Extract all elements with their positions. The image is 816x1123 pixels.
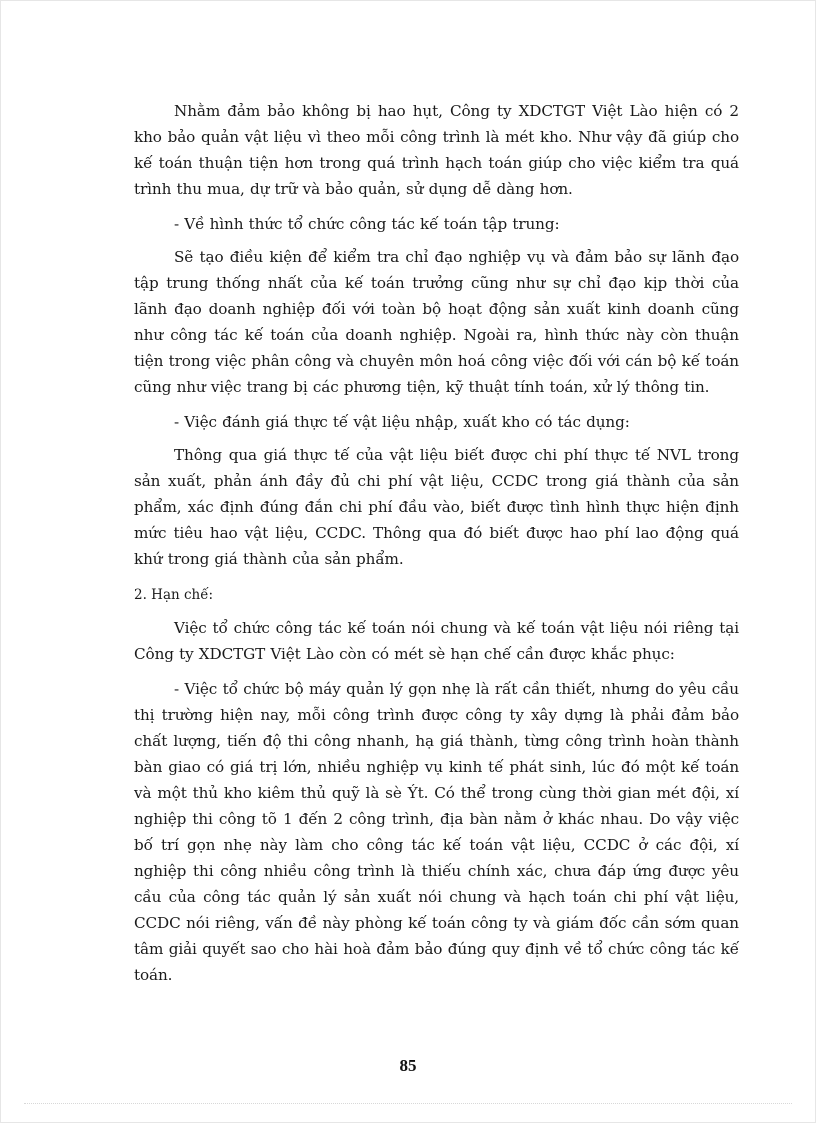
page-number: 85 bbox=[399, 1056, 417, 1075]
paragraph-centralized-accounting: Sẽ tạo điều kiện để kiểm tra chỉ đạo nghiệp vụ và đảm bảo sự lãnh đạo tập trung thống nhất của kế toán trưởng cũng như sự chỉ đạo kịp thời của lãnh đạo doanh nghiệp đối với toàn bộ hoạt động sản xuất kinh doanh cũng như công tác kế toán của doanh nghiệp. Ngoài ra, hình thức này còn thuận tiện trong việc phân công và chuyên môn hoá công việc đối với cán bộ kế toán cũng như việc trang bị các phương tiện, kỹ thuật tính toán, xử lý thông tin. bbox=[134, 248, 739, 396]
paragraph-accounting-form-heading: - Về hình thức tổ chức công tác kế toán tập trung: bbox=[174, 215, 560, 233]
footer-divider bbox=[24, 1103, 792, 1104]
section-heading-limitations: 2. Hạn chế: bbox=[134, 587, 214, 603]
paragraph-valuation-heading: - Việc đánh giá thực tế vật liệu nhập, xuất kho có tác dụng: bbox=[174, 413, 630, 431]
paragraph-storage: Nhằm đảm bảo không bị hao hụt, Công ty XDCTGT Việt Lào hiện có 2 kho bảo quản vật liệu vì theo mỗi công trình là mét kho. Như vậy đã giúp cho kế toán thuận tiện hơn trong quá trình hạch toán giúp cho việc kiểm tra quá trình thu mua, dự trữ và bảo quản, sử dụng dễ dàng hơn. bbox=[134, 102, 739, 198]
paragraph-actual-price: Thông qua giá thực tế của vật liệu biết được chi phí thực tế NVL trong sản xuất, phản ánh đầy đủ chi phí vật liệu, CCDC trong giá thành của sản phẩm, xác định đúng đắn chi phí đầu vào, biết được tình hình thực hiện định mức tiêu hao vật liệu, CCDC. Thông qua đó biết được hao phí lao động quá khứ trong giá thành của sản phẩm. bbox=[134, 446, 739, 568]
paragraph-limitations-detail: - Việc tổ chức bộ máy quản lý gọn nhẹ là rất cần thiết, nhưng do yêu cầu thị trường hiện nay, mỗi công trình được công ty xây dựng là phải đảm bảo chất lượng, tiến độ thi công nhanh, hạ giá thành, từng công trình hoàn thành bàn giao có giá trị lớn, nhiều nghiệp vụ kinh tế phát sinh, lúc đó một kế toán và một thủ kho kiêm thủ quỹ là sè Ýt. Có thể trong cùng thời gian mét đội, xí nghiệp thi công tõ 1 đến 2 công trình, địa bàn nằm ở khác nhau. Do vậy việc bố trí gọn nhẹ này làm cho công tác kế toán vật liệu, CCDC ở các đội, xí nghiệp thi công nhiều công trình là thiếu chính xác, chưa đáp ứng được yêu cầu của công tác quản lý sản xuất nói chung và hạch toán chi phí vật liệu, CCDC nói riêng, vấn đề này phòng kế toán công ty và giám đốc cần sớm quan tâm giải quyết sao cho hài hoà đảm bảo đúng quy định về tổ chức công tác kế toán. bbox=[134, 680, 739, 984]
paragraph-limitations-intro: Việc tổ chức công tác kế toán nói chung và kế toán vật liệu nói riêng tại Công ty XDCTGT Việt Lào còn có mét sè hạn chế cần được khắc phục: bbox=[134, 619, 739, 663]
document-body bbox=[134, 98, 739, 988]
